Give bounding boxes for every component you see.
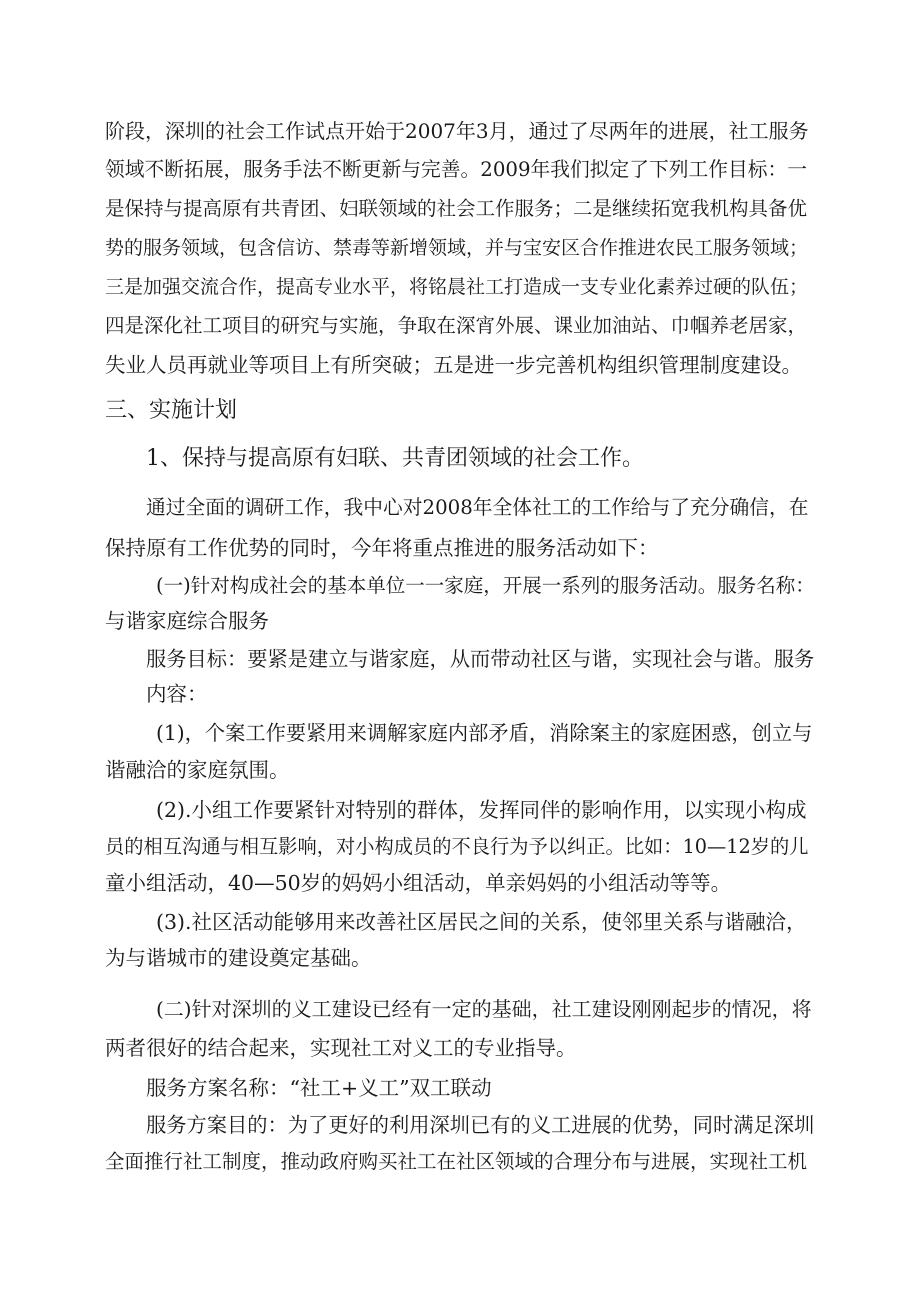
body-line: 为与谐城市的建设奠定基础。 xyxy=(105,946,372,970)
subsection-heading: 1、保持与提高原有妇联、共青团领域的社会工作。 xyxy=(146,446,644,471)
body-line: 员的相互沟通与相互影响，对小构成员的不良行为予以纠正。比如：10—12岁的儿 xyxy=(105,835,809,858)
body-line: (一)针对构成社会的基本单位一一家庭，开展一系列的服务活动。服务名称： xyxy=(156,574,815,597)
body-line: 通过全面的调研工作，我中心对2008年全体社工的工作给与了充分确信，在 xyxy=(146,496,809,519)
body-line: (1)，个案工作要紧用来调解家庭内部矛盾，消除案主的家庭困惑，创立与 xyxy=(156,721,813,745)
body-line: 与谐家庭综合服务 xyxy=(105,609,269,633)
body-line: 服务方案名称：“社工+义工”双工联动 xyxy=(146,1076,492,1100)
body-line: 四是深化社工项目的研究与实施，争取在深宵外展、课业加油站、巾帼养老居家， xyxy=(105,314,808,337)
body-line: 服务方案目的：为了更好的利用深圳已有的义工进展的优势，同时满足深圳 xyxy=(146,1113,815,1137)
body-line: 两者很好的结合起来，实现社工对义工的专业指导。 xyxy=(105,1036,577,1060)
body-line: (3).社区活动能够用来改善社区居民之间的关系，使邻里关系与谐融洽， xyxy=(156,910,807,934)
body-line: (二)针对深圳的义工建设已经有一定的基础，社工建设刚刚起步的情况，将 xyxy=(156,997,812,1021)
body-line: 阶段，深圳的社会工作试点开始于2007年3月，通过了尽两年的进展，社工服务 xyxy=(105,119,809,143)
body-line: 是保持与提高原有共青团、妇联领域的社会工作服务；二是继续拓宽我机构具备优 xyxy=(105,197,808,220)
body-line: 服务目标：要紧是建立与谐家庭，从而带动社区与谐，实现社会与谐。服务 xyxy=(146,647,815,671)
body-line: 失业人员再就业等项目上有所突破；五是进一步完善机构组织管理制度建设。 xyxy=(105,353,802,377)
body-line: 三是加强交流合作，提高专业水平，将铭晨社工打造成一支专业化素养过硬的队伍； xyxy=(105,276,809,298)
body-line: 全面推行社工制度，推动政府购买社工在社区领域的合理分布与进展，实现社工机 xyxy=(105,1150,808,1173)
body-line: 势的服务领域，包含信访、禁毒等新增领域，并与宝安区合作推进农民工服务领域； xyxy=(105,237,809,259)
body-line: 保持原有工作优势的同时，今年将重点推进的服务活动如下： xyxy=(105,536,659,560)
body-line: 内容： xyxy=(146,682,208,706)
body-line: 领域不断拓展，服务手法不断更新与完善。2009年我们拟定了下列工作目标：一 xyxy=(105,158,808,181)
body-line: (2).小组工作要紧针对特别的群体，发挥同伴的影响作用，以实现小构成 xyxy=(156,798,807,822)
body-line: 谐融洽的家庭氛围。 xyxy=(105,758,290,782)
body-line: 童小组活动，40—50岁的妈妈小组活动，单亲妈妈的小组活动等等。 xyxy=(105,871,732,895)
section-heading: 三、实施计划 xyxy=(105,398,238,423)
